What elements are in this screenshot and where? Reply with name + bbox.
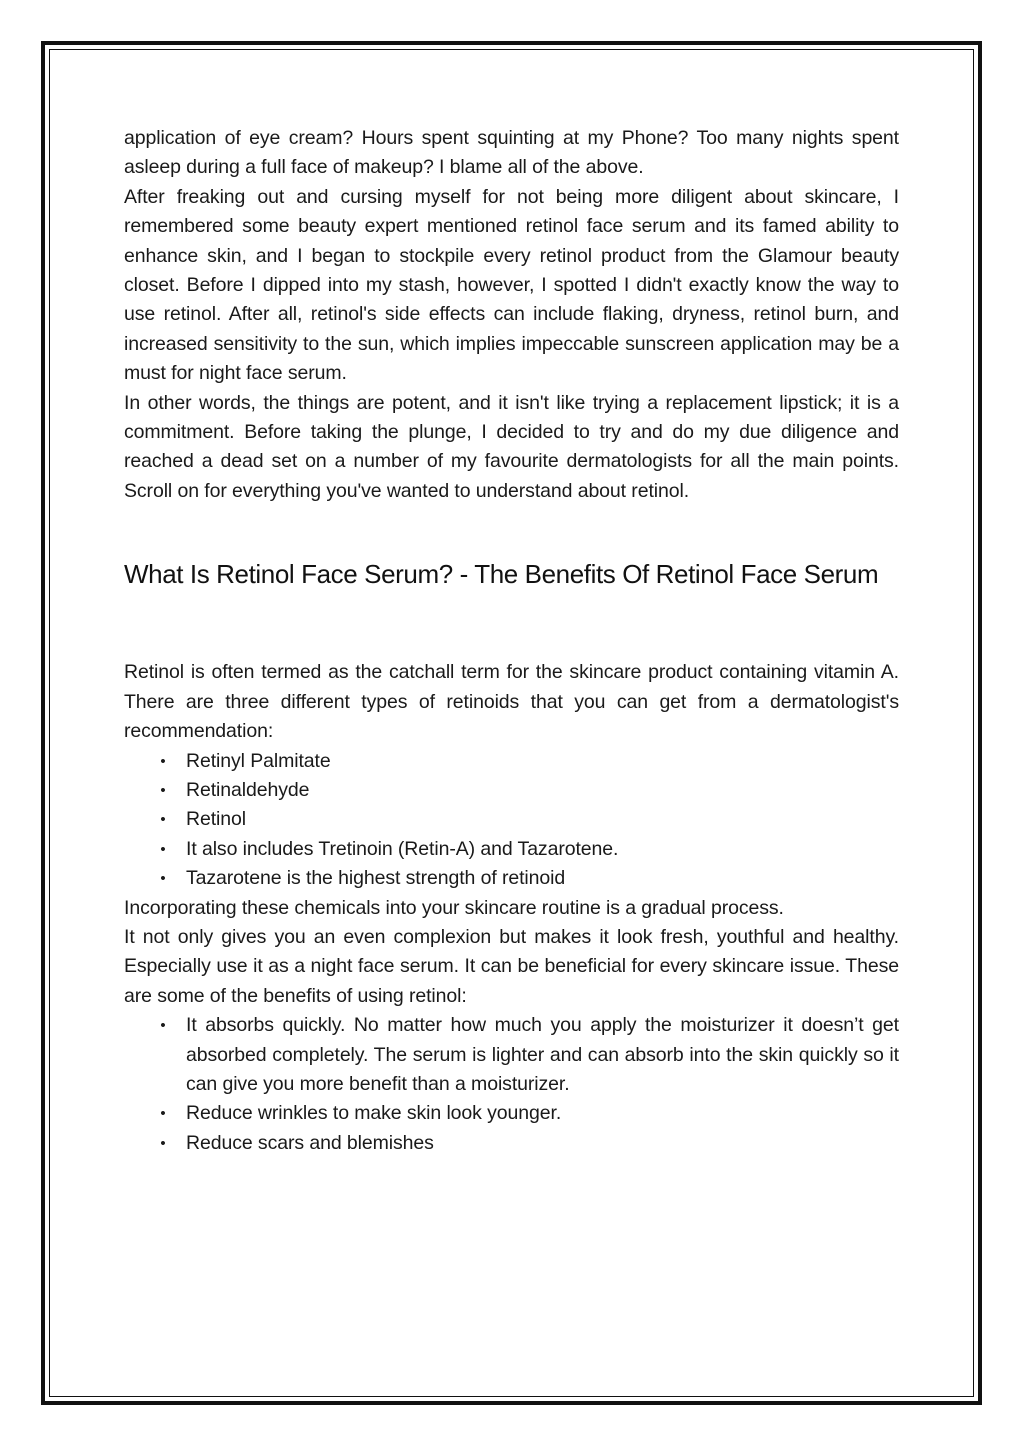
paragraph-intro: application of eye cream? Hours spent squinting at my Phone? Too many nights spent asleep during a full face of makeup? I blame all of the above. (124, 127, 899, 179)
paragraph-gradual-process: Incorporating these chemicals into your skincare routine is a gradual process. (124, 896, 784, 919)
bullet-icon: • (160, 811, 166, 829)
paragraph-dermatologists: In other words, the things are potent, and it isn't like trying a replacement lipstick; it is a commitment. Before taking the plunge, I decided to try and do my due diligence and reached a dead set on a number of my favourite dermatologists for all the main points. Scroll on for everything you've wanted to understand about retinol. (124, 391, 899, 502)
list-item: • Reduce wrinkles to make skin look younger. (124, 1099, 899, 1128)
bullet-icon: • (160, 870, 166, 888)
benefits-list (124, 1011, 899, 1158)
bullet-icon: • (160, 1134, 166, 1152)
list-item: • Retinol (124, 805, 899, 834)
list-item: • Reduce scars and blemishes (124, 1129, 899, 1158)
document-body (124, 124, 899, 1158)
section-heading: What Is Retinol Face Serum? - The Benefits Of Retinol Face Serum (124, 559, 879, 590)
list-item: • Retinyl Palmitate (124, 747, 899, 776)
paragraph-retinol-definition: Retinol is often termed as the catchall term for the skincare product containing vitamin A. There are three different types of retinoids that you can get from a dermatologist's recommendation: (124, 661, 899, 743)
list-item: • Retinaldehyde (124, 776, 899, 805)
bullet-icon: • (160, 1105, 166, 1123)
list-item: • It also includes Tretinoin (Retin-A) and Tazarotene. (124, 835, 899, 864)
paragraph-retinol-discovery: After freaking out and cursing myself for not being more diligent about skincare, I remembered some beauty expert mentioned retinol face serum and its famed ability to enhance skin, and I began to stockpile every retinol product from the Glamour beauty closet. Before I dipped into my stash, however, I spotted I didn't exactly know the way to use retinol. After all, retinol's side effects can include flaking, dryness, retinol burn, and increased sensitivity to the sun, which implies impeccable sunscreen application may be a must for night face serum. (124, 185, 899, 385)
retinoid-types-list (124, 747, 899, 894)
bullet-icon: • (160, 840, 166, 858)
list-item: • It absorbs quickly. No matter how much you apply the moisturizer it doesn’t get absorbed completely. The serum is lighter and can absorb into the skin quickly so it can give you more benefit than a moisturizer. (124, 1011, 899, 1099)
bullet-icon: • (160, 781, 166, 799)
paragraph-benefits-intro: It not only gives you an even complexion but makes it look fresh, youthful and healthy. Especially use it as a night face serum. It can be beneficial for every skincare issue. These are some of the benefits of using retinol: (124, 925, 899, 1007)
bullet-icon: • (160, 752, 166, 770)
list-item: • Tazarotene is the highest strength of retinoid (124, 864, 899, 893)
bullet-icon: • (160, 1017, 166, 1035)
